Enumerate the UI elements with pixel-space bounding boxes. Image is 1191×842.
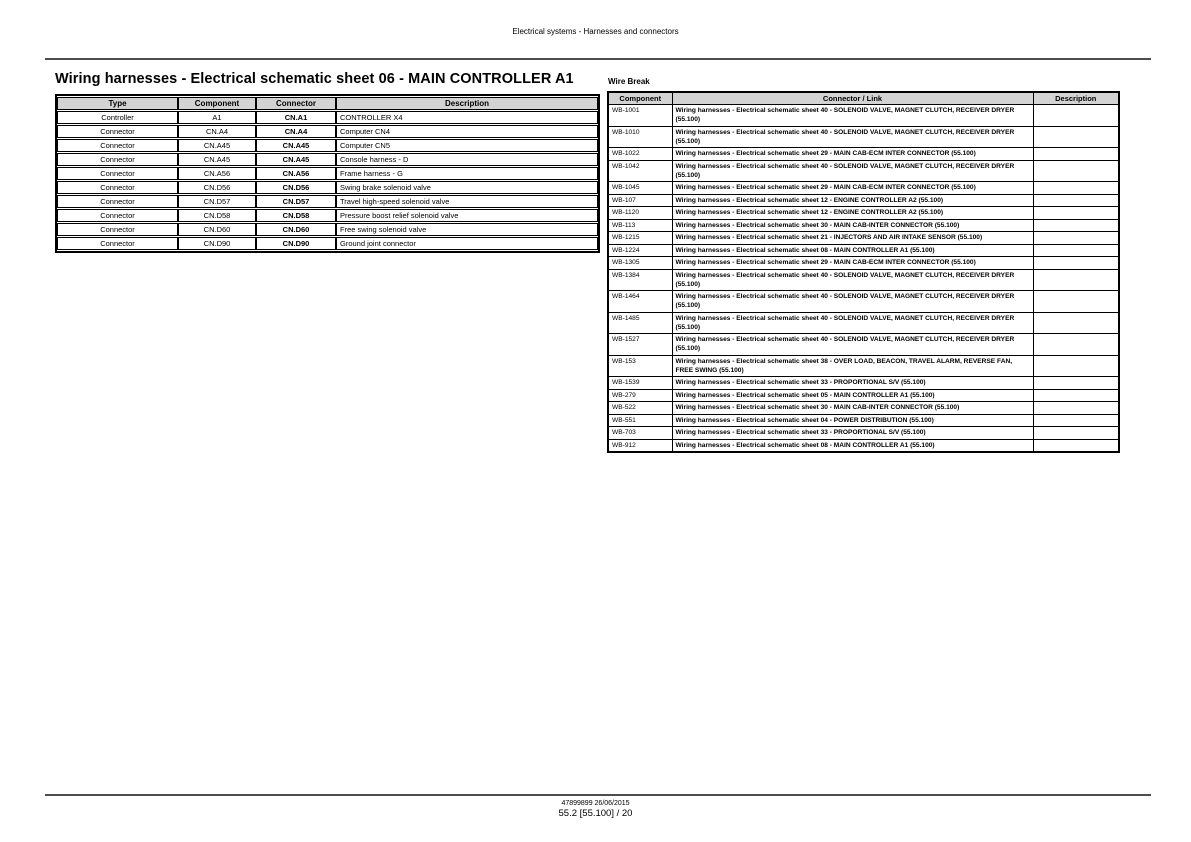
table-cell (1033, 377, 1119, 390)
table-cell: Wiring harnesses - Electrical schematic sheet 08 - MAIN CONTROLLER A1 (55.100) (672, 439, 1033, 452)
table-cell: Wiring harnesses - Electrical schematic sheet 29 - MAIN CAB-ECM INTER CONNECTOR (55.100) (672, 148, 1033, 161)
wire-break-row (608, 232, 1119, 245)
column-header: Description (336, 97, 598, 110)
connector-table-row (57, 125, 598, 138)
footer-page-number: 55.2 [55.100] / 20 (558, 808, 633, 819)
table-cell: Connector (57, 209, 178, 222)
table-cell: WB-912 (608, 439, 672, 452)
footer-document-ref: 47899899 26/06/2015 (561, 800, 630, 807)
table-cell: Connector (57, 167, 178, 180)
table-cell: CN.D56 (256, 181, 336, 194)
table-cell: WB-1010 (608, 126, 672, 148)
footer-divider (45, 794, 1151, 796)
table-cell: Wiring harnesses - Electrical schematic sheet 04 - POWER DISTRIBUTION (55.100) (672, 414, 1033, 427)
table-cell: WB-522 (608, 402, 672, 415)
column-header: Component (178, 97, 256, 110)
table-cell: WB-1224 (608, 244, 672, 257)
table-cell: Connector (57, 223, 178, 236)
table-cell: Wiring harnesses - Electrical schematic sheet 40 - SOLENOID VALVE, MAGNET CLUTCH, RECEIVER DRYER (55.100) (672, 105, 1033, 127)
table-cell: Wiring harnesses - Electrical schematic sheet 30 - MAIN CAB-INTER CONNECTOR (55.100) (672, 402, 1033, 415)
table-cell (1033, 389, 1119, 402)
table-cell: Wiring harnesses - Electrical schematic sheet 33 - PROPORTIONAL S/V (55.100) (672, 377, 1033, 390)
wire-break-row (608, 219, 1119, 232)
wire-break-row (608, 312, 1119, 334)
connector-table-row (57, 237, 598, 250)
table-cell: CN.D57 (178, 195, 256, 208)
table-cell: CN.D90 (178, 237, 256, 250)
table-cell: CN.A56 (256, 167, 336, 180)
table-cell (1033, 232, 1119, 245)
wire-break-row (608, 148, 1119, 161)
wire-break-row (608, 389, 1119, 402)
table-cell: WB-1045 (608, 182, 672, 195)
connector-table-row (57, 223, 598, 236)
table-cell: Computer CN4 (336, 125, 598, 138)
table-cell: Connector (57, 237, 178, 250)
table-cell (1033, 414, 1119, 427)
table-cell (1033, 269, 1119, 291)
table-cell: Pressure boost relief solenoid valve (336, 209, 598, 222)
wire-break-row (608, 355, 1119, 377)
table-cell (1033, 427, 1119, 440)
table-cell: Wiring harnesses - Electrical schematic sheet 40 - SOLENOID VALVE, MAGNET CLUTCH, RECEIVER DRYER (55.100) (672, 269, 1033, 291)
column-header: Connector (256, 97, 336, 110)
table-cell (1033, 194, 1119, 207)
wire-break-row (608, 269, 1119, 291)
table-cell: WB-1022 (608, 148, 672, 161)
main-section (55, 70, 598, 253)
table-cell: CN.A1 (256, 111, 336, 124)
table-cell: CN.A45 (256, 139, 336, 152)
table-cell: WB-153 (608, 355, 672, 377)
table-cell: CN.D58 (178, 209, 256, 222)
table-cell: Connector (57, 181, 178, 194)
connector-table-body (57, 111, 598, 250)
table-cell: WB-1305 (608, 257, 672, 270)
table-cell: Wiring harnesses - Electrical schematic sheet 40 - SOLENOID VALVE, MAGNET CLUTCH, RECEIVER DRYER (55.100) (672, 160, 1033, 182)
table-cell: Wiring harnesses - Electrical schematic sheet 33 - PROPORTIONAL S/V (55.100) (672, 427, 1033, 440)
table-cell: Wiring harnesses - Electrical schematic sheet 38 - OVER LOAD, BEACON, TRAVEL ALARM, REVERSE FAN, FREE SWING (55.100) (672, 355, 1033, 377)
wire-break-row (608, 402, 1119, 415)
table-cell (1033, 257, 1119, 270)
column-header: Component (608, 92, 672, 105)
wire-break-section (607, 77, 1118, 453)
wire-break-row (608, 291, 1119, 313)
header-divider (45, 58, 1151, 60)
table-cell (1033, 402, 1119, 415)
wire-break-row (608, 439, 1119, 452)
page-footer (0, 799, 1191, 820)
table-cell (1033, 105, 1119, 127)
wire-break-row (608, 126, 1119, 148)
table-cell: WB-1464 (608, 291, 672, 313)
table-cell: WB-551 (608, 414, 672, 427)
table-cell: Connector (57, 195, 178, 208)
table-cell: Connector (57, 153, 178, 166)
table-cell: Wiring harnesses - Electrical schematic sheet 40 - SOLENOID VALVE, MAGNET CLUTCH, RECEIVER DRYER (55.100) (672, 312, 1033, 334)
table-cell: CN.A45 (178, 153, 256, 166)
table-cell: CN.A4 (256, 125, 336, 138)
table-cell (1033, 439, 1119, 452)
table-cell: Travel high-speed solenoid valve (336, 195, 598, 208)
wire-break-header-row (608, 92, 1119, 105)
column-header: Connector / Link (672, 92, 1033, 105)
column-header: Type (57, 97, 178, 110)
page-header-text: Electrical systems - Harnesses and connectors (512, 27, 679, 36)
connector-table-row (57, 195, 598, 208)
table-cell: Wiring harnesses - Electrical schematic sheet 40 - SOLENOID VALVE, MAGNET CLUTCH, RECEIVER DRYER (55.100) (672, 291, 1033, 313)
wire-break-row (608, 414, 1119, 427)
wire-break-row (608, 427, 1119, 440)
table-cell: WB-1042 (608, 160, 672, 182)
table-cell: Wiring harnesses - Electrical schematic sheet 05 - MAIN CONTROLLER A1 (55.100) (672, 389, 1033, 402)
table-cell: Wiring harnesses - Electrical schematic sheet 12 - ENGINE CONTROLLER A2 (55.100) (672, 207, 1033, 220)
wire-break-row (608, 105, 1119, 127)
table-cell: Wiring harnesses - Electrical schematic sheet 40 - SOLENOID VALVE, MAGNET CLUTCH, RECEIVER DRYER (55.100) (672, 334, 1033, 356)
table-cell: WB-703 (608, 427, 672, 440)
table-cell (1033, 291, 1119, 313)
table-cell: Connector (57, 139, 178, 152)
table-cell: Computer CN5 (336, 139, 598, 152)
table-cell: WB-113 (608, 219, 672, 232)
table-cell: CONTROLLER X4 (336, 111, 598, 124)
table-cell: CN.A56 (178, 167, 256, 180)
table-cell: Wiring harnesses - Electrical schematic sheet 29 - MAIN CAB-ECM INTER CONNECTOR (55.100) (672, 257, 1033, 270)
table-cell (1033, 312, 1119, 334)
table-cell (1033, 182, 1119, 195)
column-header: Description (1033, 92, 1119, 105)
table-cell: CN.D60 (256, 223, 336, 236)
table-cell: CN.D56 (178, 181, 256, 194)
table-cell (1033, 244, 1119, 257)
connector-table-row (57, 153, 598, 166)
table-cell: Connector (57, 125, 178, 138)
table-cell: Swing brake solenoid valve (336, 181, 598, 194)
connector-table-row (57, 181, 598, 194)
connector-table-row (57, 167, 598, 180)
table-cell: Console harness - D (336, 153, 598, 166)
table-cell (1033, 148, 1119, 161)
table-cell (1033, 334, 1119, 356)
connector-table-row (57, 209, 598, 222)
table-cell (1033, 355, 1119, 377)
table-cell: A1 (178, 111, 256, 124)
table-cell: Wiring harnesses - Electrical schematic sheet 08 - MAIN CONTROLLER A1 (55.100) (672, 244, 1033, 257)
table-cell: Wiring harnesses - Electrical schematic sheet 30 - MAIN CAB-INTER CONNECTOR (55.100) (672, 219, 1033, 232)
connector-table-row (57, 111, 598, 124)
table-cell: CN.A4 (178, 125, 256, 138)
table-cell: WB-1215 (608, 232, 672, 245)
wire-break-row (608, 160, 1119, 182)
table-cell: Wiring harnesses - Electrical schematic sheet 29 - MAIN CAB-ECM INTER CONNECTOR (55.100) (672, 182, 1033, 195)
table-cell: WB-1539 (608, 377, 672, 390)
table-cell (1033, 160, 1119, 182)
wire-break-row (608, 377, 1119, 390)
table-cell: CN.D60 (178, 223, 256, 236)
table-cell: WB-1120 (608, 207, 672, 220)
table-cell: CN.A45 (178, 139, 256, 152)
table-cell: WB-1384 (608, 269, 672, 291)
table-cell: CN.D90 (256, 237, 336, 250)
table-cell: Controller (57, 111, 178, 124)
table-cell: WB-107 (608, 194, 672, 207)
wire-break-table (607, 91, 1120, 453)
wire-break-table-body (608, 105, 1119, 453)
wire-break-row (608, 257, 1119, 270)
wire-break-heading: Wire Break (608, 77, 650, 86)
table-cell: WB-1001 (608, 105, 672, 127)
table-cell: CN.D58 (256, 209, 336, 222)
table-cell: Frame harness - G (336, 167, 598, 180)
table-cell (1033, 126, 1119, 148)
table-cell: CN.A45 (256, 153, 336, 166)
table-cell: WB-1485 (608, 312, 672, 334)
wire-break-row (608, 244, 1119, 257)
connector-table (55, 94, 600, 253)
table-cell: Free swing solenoid valve (336, 223, 598, 236)
page-title: Wiring harnesses - Electrical schematic sheet 06 - MAIN CONTROLLER A1 (55, 71, 574, 87)
table-cell (1033, 219, 1119, 232)
table-cell: Wiring harnesses - Electrical schematic sheet 12 - ENGINE CONTROLLER A2 (55.100) (672, 194, 1033, 207)
table-cell: Ground joint connector (336, 237, 598, 250)
table-cell: Wiring harnesses - Electrical schematic sheet 21 - INJECTORS AND AIR INTAKE SENSOR (55.100) (672, 232, 1033, 245)
wire-break-row (608, 182, 1119, 195)
table-cell: WB-1527 (608, 334, 672, 356)
table-cell (1033, 207, 1119, 220)
connector-table-row (57, 139, 598, 152)
wire-break-row (608, 194, 1119, 207)
table-cell: WB-279 (608, 389, 672, 402)
wire-break-row (608, 334, 1119, 356)
wire-break-row (608, 207, 1119, 220)
table-cell: CN.D57 (256, 195, 336, 208)
connector-table-header-row (57, 97, 598, 110)
table-cell: Wiring harnesses - Electrical schematic sheet 40 - SOLENOID VALVE, MAGNET CLUTCH, RECEIVER DRYER (55.100) (672, 126, 1033, 148)
